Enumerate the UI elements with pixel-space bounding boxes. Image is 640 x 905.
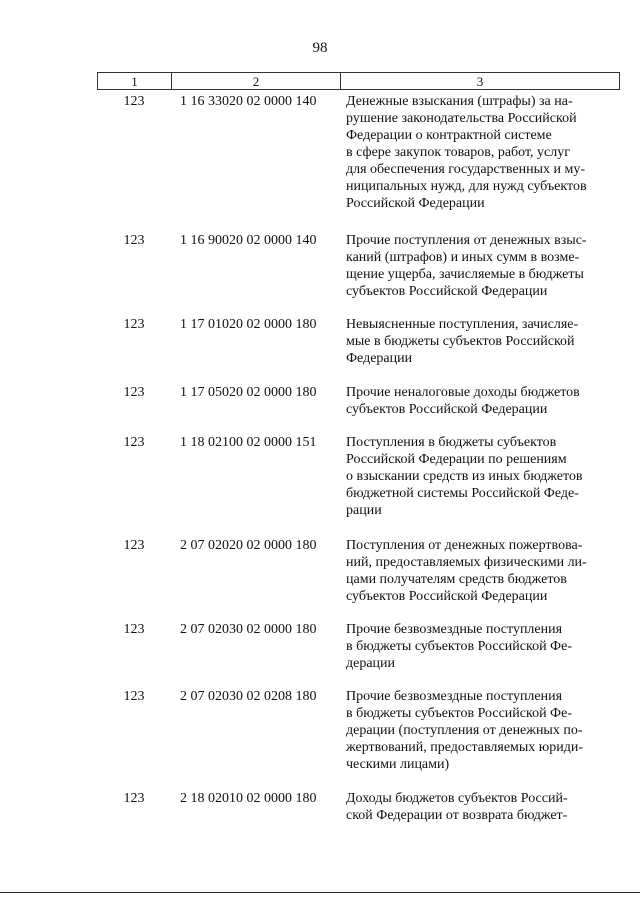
budget-code: 2 18 02010 02 0000 180 (180, 791, 317, 806)
row-number: 123 (123, 791, 145, 806)
budget-code: 2 07 02020 02 0000 180 (180, 538, 317, 553)
income-description: Прочие неналоговые доходы бюджетов субъектов Российской Федерации (346, 385, 580, 417)
row-number: 123 (123, 689, 145, 704)
page-number: 98 (312, 40, 328, 56)
table-header-col-3: 3 (340, 72, 620, 90)
income-description: Прочие безвозмездные поступления в бюджеты субъектов Российской Фе- дерации (поступления от денежных по- жертвований, предоставляемых юриди- ческими лицами) (346, 689, 584, 772)
budget-code: 2 07 02030 02 0000 180 (180, 622, 317, 637)
row-number: 123 (123, 622, 145, 637)
income-description: Поступления в бюджеты субъектов Российской Федерации по решениям о взыскании средств из иных бюджетов бюджетной системы Российской Феде- рации (346, 435, 583, 518)
budget-code: 1 17 05020 02 0000 180 (180, 385, 317, 400)
income-description: Прочие поступления от денежных взыс- каний (штрафов) и иных сумм в возме- щение ущерба, зачисляемые в бюджеты субъектов Российской Федерации (346, 233, 587, 299)
budget-code: 2 07 02030 02 0208 180 (180, 689, 317, 704)
row-number: 123 (123, 233, 145, 248)
budget-code: 1 17 01020 02 0000 180 (180, 317, 317, 332)
income-description: Невыясненные поступления, зачисляе- мые в бюджеты субъектов Российской Федерации (346, 317, 579, 366)
row-number: 123 (123, 94, 145, 109)
income-description: Прочие безвозмездные поступления в бюджеты субъектов Российской Фе- дерации (346, 622, 572, 671)
income-description: Доходы бюджетов субъектов Россий- ской Федерации от возврата бюджет- (346, 791, 568, 823)
budget-code: 1 16 90020 02 0000 140 (180, 233, 317, 248)
row-number: 123 (123, 538, 145, 553)
table-header-col-1: 1 (97, 72, 171, 90)
table-header-col-2: 2 (171, 72, 340, 90)
row-number: 123 (123, 435, 145, 450)
row-number: 123 (123, 317, 145, 332)
income-description: Поступления от денежных пожертвова- ний, предоставляемых физическими ли- цами получателям средств бюджетов субъектов Российской Федерации (346, 538, 587, 604)
income-description: Денежные взыскания (штрафы) за на- рушение законодательства Российской Федерации о контрактной системе в сфере закупок товаров, работ, услуг для обеспечения государственных и му- ниципальных нужд, для нужд субъектов Российской Федерации (346, 94, 587, 211)
row-number: 123 (123, 385, 145, 400)
budget-code: 1 16 33020 02 0000 140 (180, 94, 317, 109)
budget-code: 1 18 02100 02 0000 151 (180, 435, 317, 450)
bottom-rule (0, 892, 640, 893)
